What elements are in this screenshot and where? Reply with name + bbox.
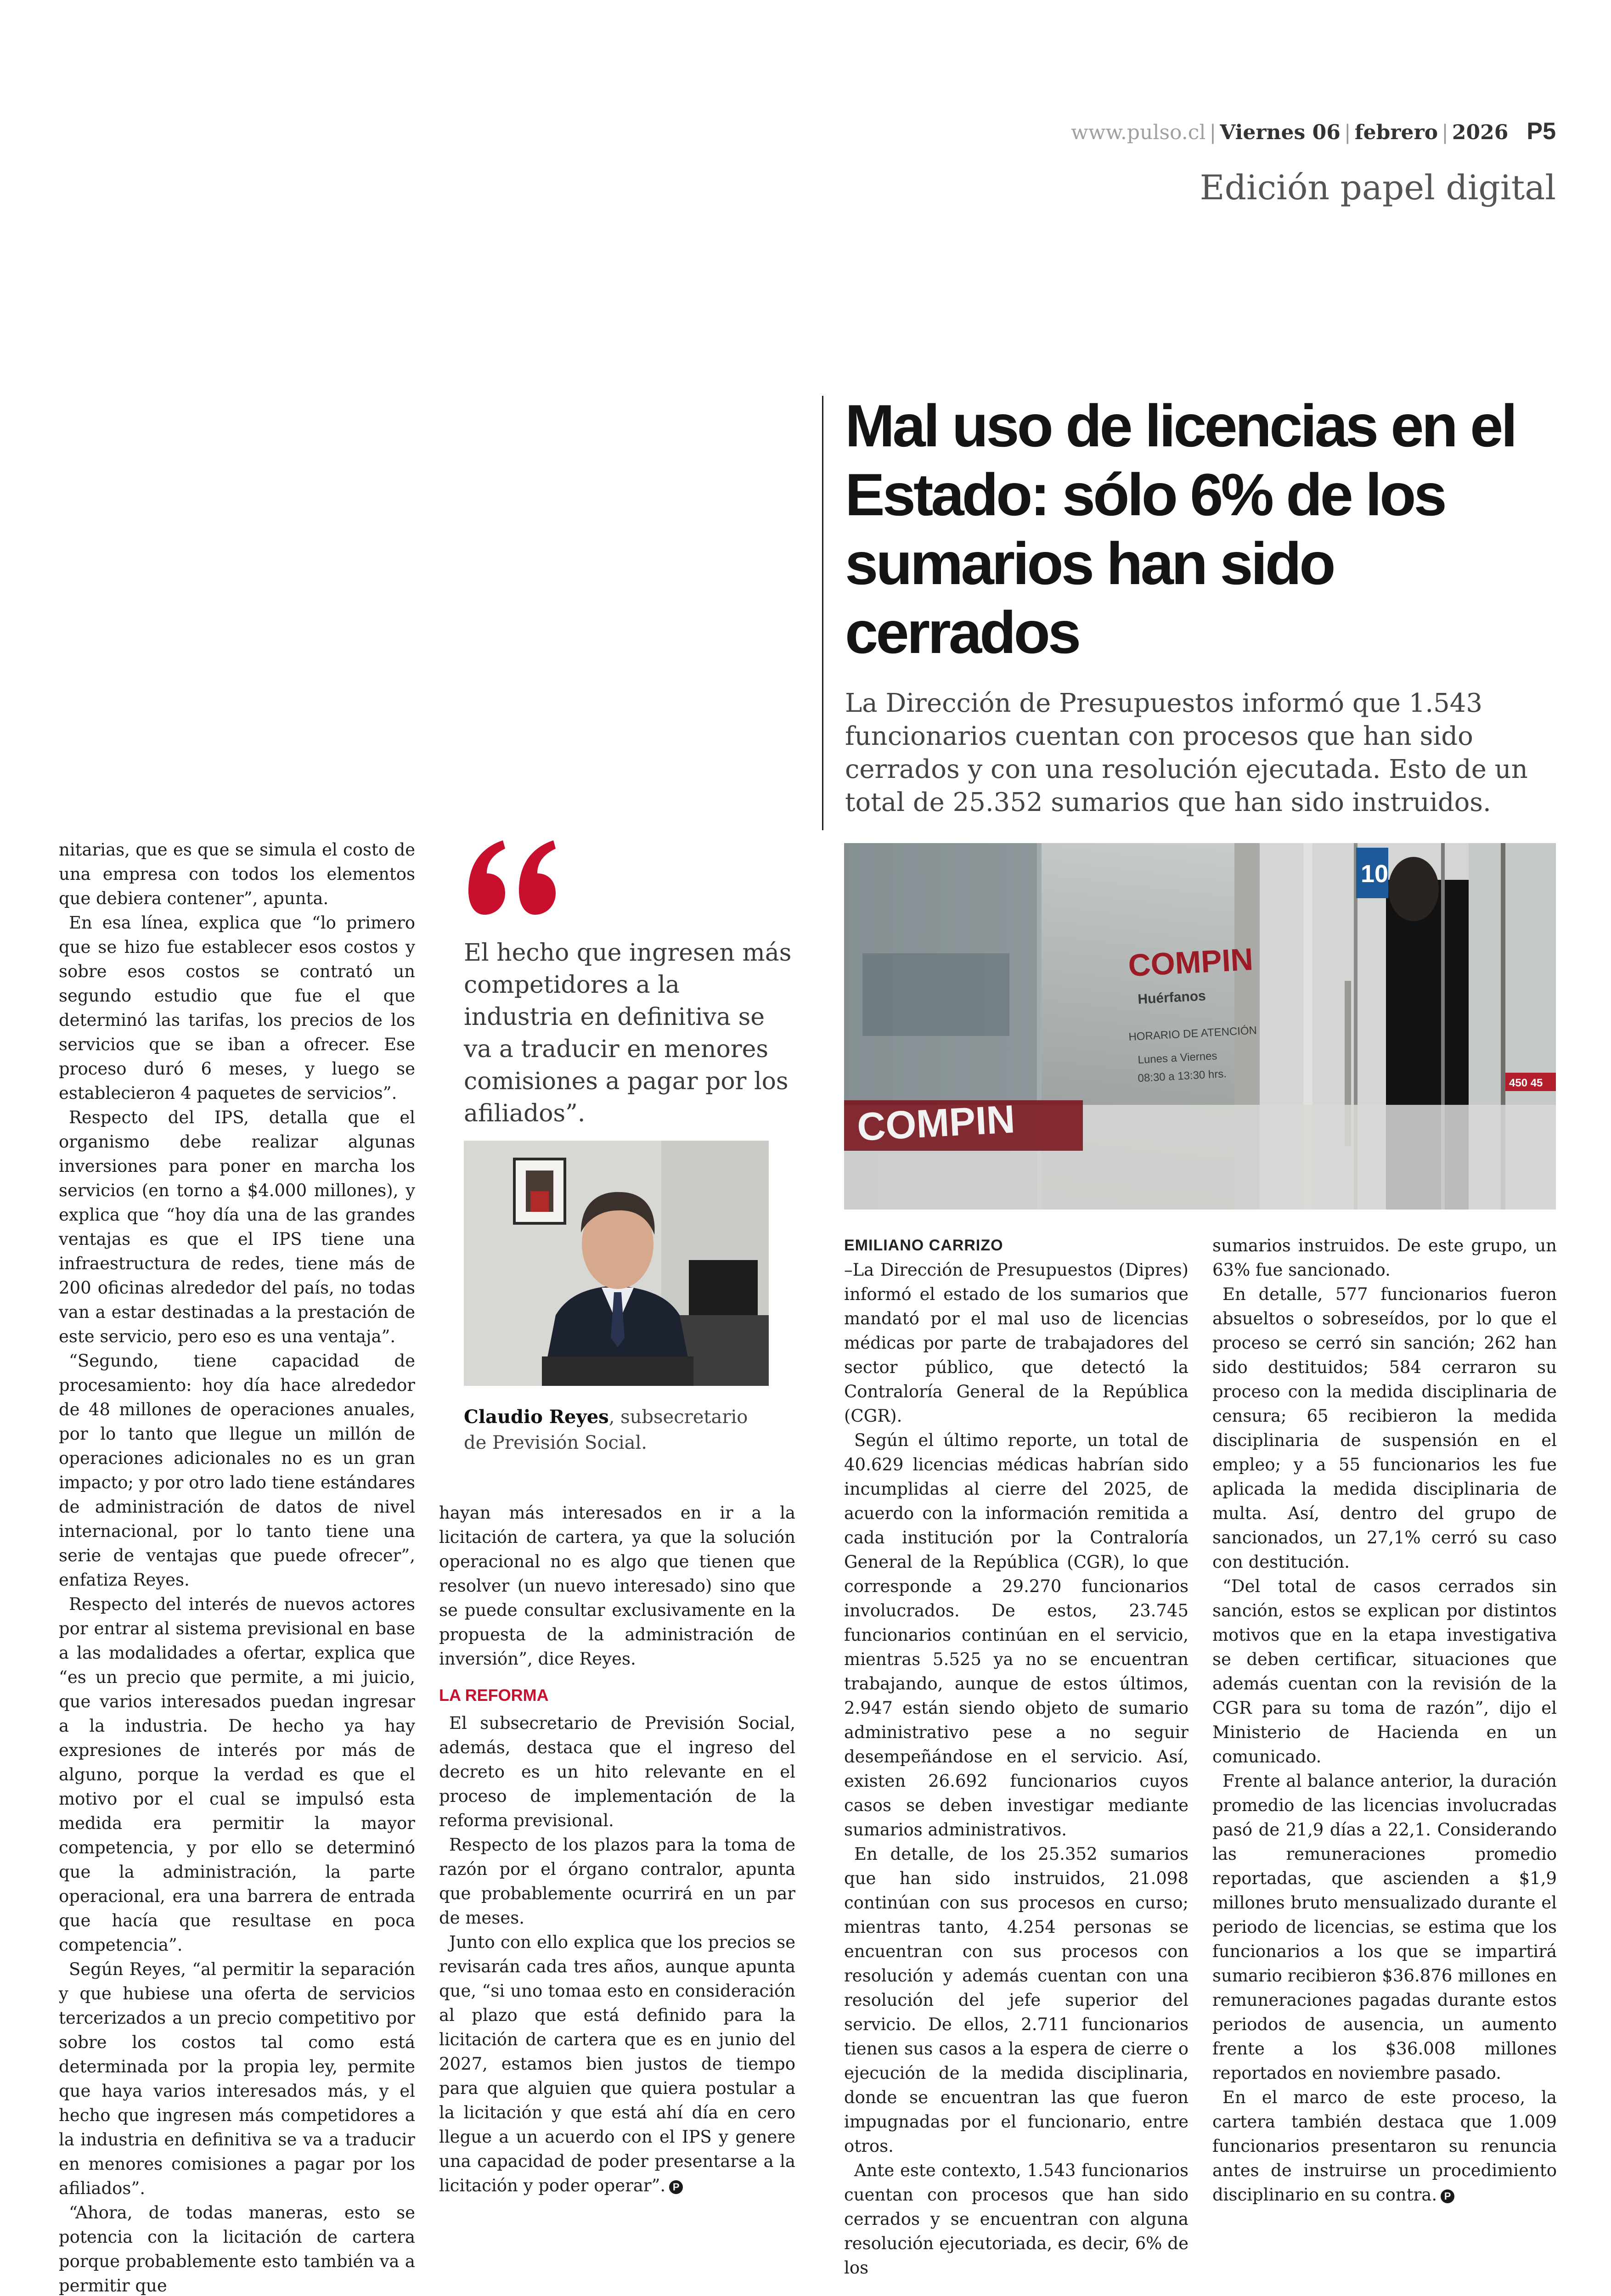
paragraph: En detalle, de los 25.352 sumarios que han sido instruidos, 21.098 continúan con sus procesos en curso; mientras tanto, 4.254 personas se encuentran con sus procesos con resolución y además cuentan con una resolución del jefe superior del servicio. De ellos, 2.711 funcionarios tienen sus casos a la espera de cierre o ejecución de la medida disciplinaria, donde se encuentran las que fueron impugnadas por el funcionario, entre otros. bbox=[844, 1844, 1189, 2156]
paragraph: En detalle, 577 funcionarios fueron absueltos o sobreseídos, por lo que el proceso se cerró sin sanción; 262 han sido destituidos; 584 cerraron su proceso con la medida disciplinaria de censura; 65 recibieron la medida disciplinaria de suspensión en el empleo; y a 55 funcionarios les fue aplicada la medida disciplinaria de multa. Así, dentro del grupo de sancionados, un 27,1% cerró su caso con destitución. bbox=[1212, 1284, 1557, 1572]
paragraph: Respecto del interés de nuevos actores por entrar al sistema previsional en base a las modalidades a ofertar, explica que “es un precio que permite, a mi juicio, que varios interesados puedan ingresar a la industria. De hecho ya hay expresiones de interés por más de alguno, porque la verdad es que el motivo por el cual se impulsó esta medida era permitir la mayor competencia, y por ello se determinó que la administración, la parte operacional, era una barrera de entrada que hacía que resultase en poca competencia”. bbox=[59, 1594, 415, 1955]
photo-door-days: Lunes a Viernes bbox=[1137, 1049, 1218, 1066]
compin-office-photo bbox=[844, 843, 1556, 1210]
subhead-la-reforma: LA REFORMA bbox=[439, 1686, 549, 1705]
paragraph-text: Junto con ello explica que los precios se revisarán cada tres años, aunque apunta que, “si uno tomaa esto en consideración al plazo que está definido para la licitación de cartera que es en junio del 2027, estamos bien justos de tiempo para que alguien que quiera postular a la licitación y que está ahí día en cero llegue a un acuerdo con el IPS y genere una capacidad de poder presentarse a la licitación y poder operar”. bbox=[439, 1932, 795, 2195]
site-url[interactable]: www.pulso.cl bbox=[1071, 121, 1206, 144]
page-number: P5 bbox=[1527, 118, 1556, 145]
end-mark-icon: P bbox=[669, 2180, 683, 2194]
paragraph: En esa línea, explica que “lo primero que se hizo fue establecer esos costos y sobre esos costos se contrató un segundo estudio que fue el que determinó las tarifas, los precios de los servicios que se iban a ofrecer. Ese proceso duró 6 meses, y luego se establecieron 4 paquetes de servicios”. bbox=[59, 913, 415, 1103]
header-year: 2026 bbox=[1452, 121, 1509, 144]
paragraph: El subsecretario de Previsión Social, además, destaca que el ingreso del decreto es un hito relevante en el proceso de implementación de la reforma previsional. bbox=[439, 1713, 795, 1830]
end-mark-icon: P bbox=[1441, 2189, 1454, 2203]
sidebar-column-1 bbox=[59, 838, 415, 2296]
paragraph: Frente al balance anterior, la duración promedio de las licencias involucradas pasó de 21,9 días a 22,1. Considerando las remuneraciones promedio reportadas, que ascienden a $1,9 millones bruto mensualizado durante el periodo de licencias, se estima que los funcionarios a los que se impartirá sumario recibieron $36.876 millones en remuneraciones pagadas durante estos periodos de ausencia, un aumento frente a los $36.008 millones reportados en noviembre pasado. bbox=[1212, 1771, 1557, 2083]
paragraph: Respecto de los plazos para la toma de razón por el órgano contralor, apunta que probablemente ocurrirá en un par de meses. bbox=[439, 1835, 795, 1928]
paragraph: Ante este contexto, 1.543 funcionarios cuentan con procesos que han sido cerrados y se encuentran con alguna resolución ejecutoriada, es decir, 6% de los bbox=[844, 2161, 1189, 2278]
caption-role: , subsecretario de Previsión Social. bbox=[464, 1407, 748, 1453]
claudio-reyes-portrait bbox=[464, 1141, 769, 1386]
paragraph: “Segundo, tiene capacidad de procesamiento: hoy día hace alrededor de 48 millones de operaciones anuales, por lo tanto que llegue un millón de operaciones adicionales no es un gran impacto; y por otro lado tiene estándares de administración de datos de nivel internacional, por lo tanto tiene una serie de ventajas que puede ofrecer”, enfatiza Reyes. bbox=[59, 1351, 415, 1590]
paragraph: Respecto del IPS, detalla que el organismo debe realizar algunas inversiones para poner en marcha los servicios (en torno a $4.000 millones), y explica que “hoy día una de las grandes ventajas es que el IPS tiene una infraestructura de redes, tiene más de 200 oficinas alrededor del país, no todas van a estar destinadas a la prestación de este servicio, pero eso es una ventaja”. bbox=[59, 1108, 415, 1346]
article-column-2 bbox=[1212, 1233, 1557, 2207]
paragraph bbox=[1212, 2085, 1557, 2207]
portrait-caption bbox=[464, 1404, 776, 1456]
article-photo bbox=[844, 843, 1556, 1210]
paragraph: sumarios instruidos. De este grupo, un 63% fue sancionado. bbox=[1212, 1236, 1557, 1280]
portrait-photo bbox=[464, 1141, 769, 1386]
page-header: www.pulso.cl | Viernes 06 | febrero | 2026 P5 bbox=[1071, 118, 1556, 145]
paragraph: “Del total de casos cerrados sin sanción, estos se explican por distintos motivos que en la etapa investigativa se deben certificar, situaciones que además cuentan con la revisión de la CGR para su toma de razón”, dijo el Ministerio de Hacienda en un comunicado. bbox=[1212, 1576, 1557, 1767]
sidebar-column-2 bbox=[439, 1501, 795, 2198]
article-column-1 bbox=[844, 1233, 1189, 2280]
photo-door-number: 10 bbox=[1361, 860, 1389, 888]
paragraph: “Ahora, de todas maneras, esto se potencia con la licitación de cartera porque probablemente esto también va a permitir que bbox=[59, 2203, 415, 2296]
edition-label: Edición papel digital bbox=[1200, 168, 1556, 208]
caption-name: Claudio Reyes bbox=[464, 1406, 609, 1428]
photo-door-hours: 08:30 a 13:30 hrs. bbox=[1137, 1067, 1227, 1085]
pull-quote: El hecho que ingresen más competidores a la industria en definitiva se va a traducir en menores comisiones a pagar por los afiliados”. bbox=[464, 939, 792, 1127]
photo-phone-strip: 450 45 bbox=[1509, 1077, 1543, 1089]
paragraph: hayan más interesados en ir a la licitación de cartera, ya que la solución operacional no es algo que tienen que resolver (un nuevo interesado) sino que se puede consultar exclusivamente en la propuesta de la administración de inversión”, dice Reyes. bbox=[439, 1503, 795, 1669]
byline: EMILIANO CARRIZO bbox=[844, 1237, 1003, 1254]
paragraph: nitarias, que es que se simula el costo de una empresa con todos los elementos que debiera contener”, apunta. bbox=[59, 840, 415, 908]
photo-door-hours-title: HORARIO DE ATENCIÓN bbox=[1128, 1024, 1257, 1043]
paragraph: –La Dirección de Presupuestos (Dipres) informó el estado de los sumarios que mandató por el mal uso de licencias médicas por parte de trabajadores del sector público, que detectó la Contraloría General de la República (CGR). bbox=[844, 1260, 1189, 1426]
article-headline: Mal uso de licencias en el Estado: sólo 6% de los sumarios han sido cerrados bbox=[845, 392, 1515, 666]
paragraph bbox=[439, 1930, 795, 2198]
paragraph: Según el último reporte, un total de 40.629 licencias médicas habrían sido incumplidas al cierre del 2025, de acuerdo con la información remitida a cada institución por la Contraloría General de la República (CGR), lo que corresponde a 29.270 funcionarios involucrados. De estos, 23.745 funcionarios continúan en el servicio, mientras 5.525 ya no se encuentran trabajando, aunque de estos últimos, 2.947 están siendo objeto de sumario administrativo pese a no seguir desempeñándose en el servicio. Así, existen 26.692 funcionarios cuyos casos se deben investigar mediante sumarios administrativos. bbox=[844, 1430, 1189, 1840]
paragraph-text: En el marco de este proceso, la cartera también destaca que 1.009 funcionarios presentaron su renuncia antes de instruirse un procedimiento disciplinario en su contra. bbox=[1212, 2088, 1557, 2205]
paragraph: Según Reyes, “al permitir la separación y que hubiese una oferta de servicios tercerizados a un precio competitivo por sobre los costos tal como está determinada por la propia ley, permite que haya varios interesados más, y el hecho que ingresen más competidores a la industria en definitiva se va a traducir en menores comisiones a pagar por los afiliados”. bbox=[59, 1959, 415, 2198]
header-date: Viernes 06 bbox=[1220, 121, 1341, 144]
headline-rule bbox=[822, 396, 823, 830]
photo-sign-compin: COMPIN bbox=[856, 1097, 1016, 1149]
photo-door-city: Huérfanos bbox=[1137, 988, 1206, 1007]
article-deck: La Dirección de Presupuestos informó que 1.543 funcionarios cuentan con procesos que han sido cerrados y con una resolución ejecutada. Esto de un total de 25.352 sumarios que han sido instruidos. bbox=[845, 688, 1528, 817]
quote-mark-icon bbox=[459, 836, 565, 923]
header-month: febrero bbox=[1354, 121, 1438, 144]
photo-door-brand: COMPIN bbox=[1127, 941, 1254, 983]
